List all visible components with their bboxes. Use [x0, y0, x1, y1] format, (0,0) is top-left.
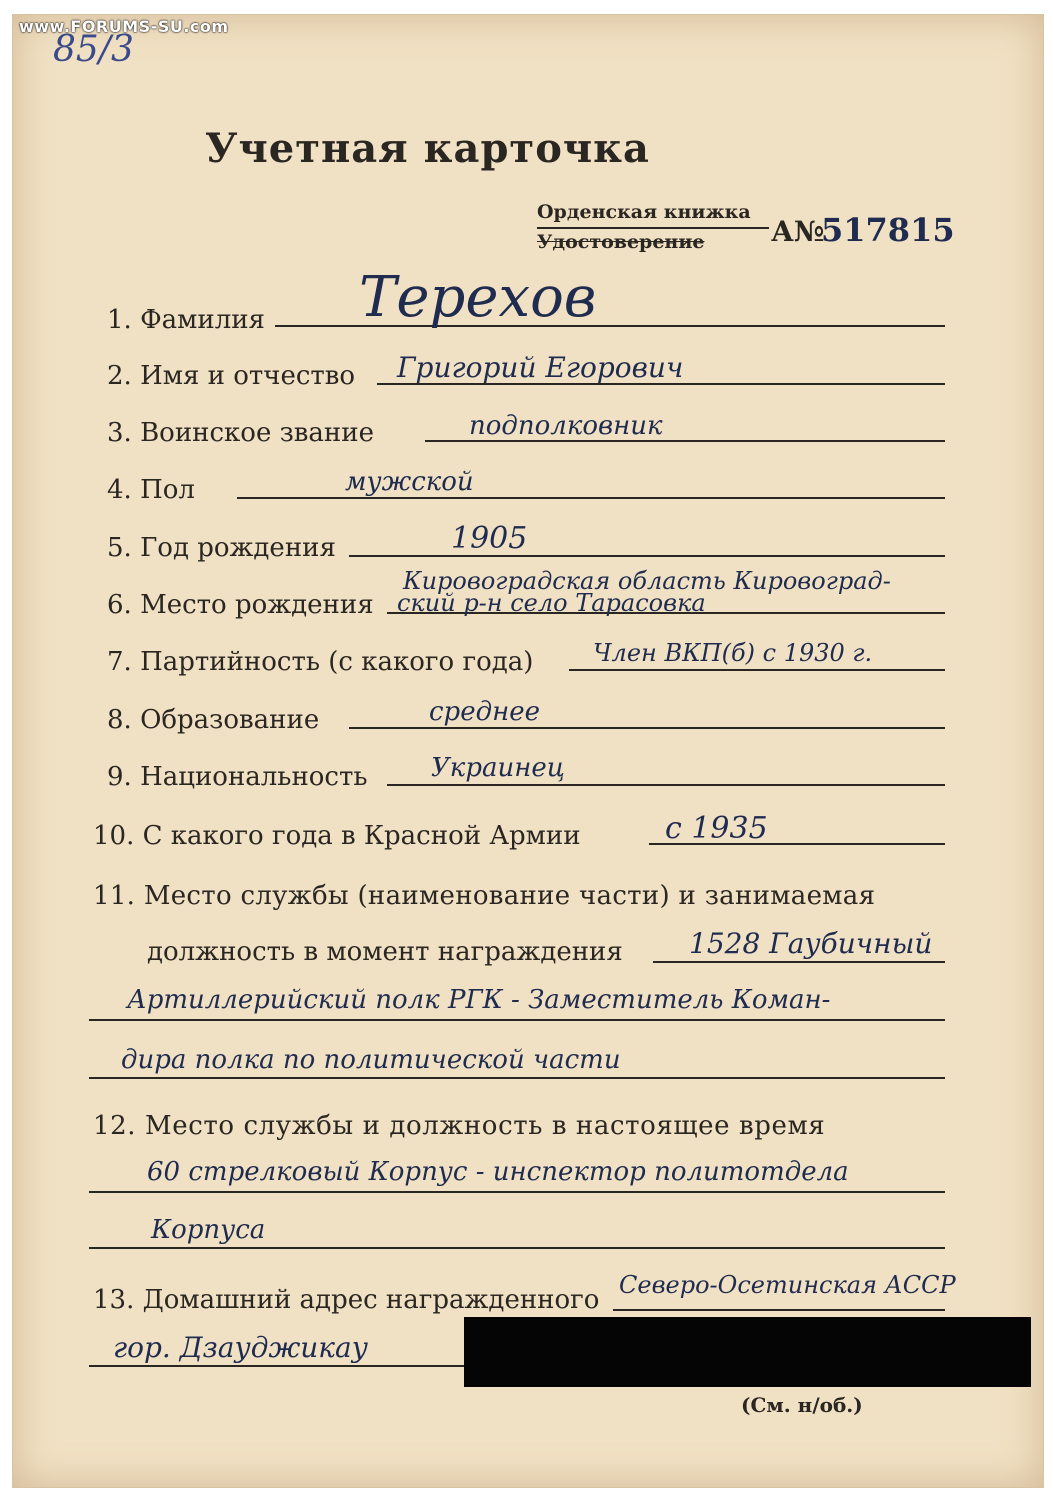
field-11-value-line3: дира полка по политической части — [121, 1045, 621, 1075]
footer-note: (См. н/об.) — [741, 1393, 863, 1417]
field-11-value-line2: Артиллерийский полк РГК - Заместитель Коман- — [127, 985, 831, 1015]
doc-type-label: Орденская книжка — [537, 201, 751, 223]
field-1-value: Терехов — [359, 265, 597, 330]
field-8-value: среднее — [429, 697, 540, 727]
field-3-value: подполковник — [469, 411, 663, 441]
field-12-line1 — [89, 1191, 945, 1193]
field-7-value: Член ВКП(б) с 1930 г. — [593, 639, 873, 667]
field-11-line1 — [653, 961, 945, 963]
field-10-value: с 1935 — [665, 811, 768, 846]
series-number-prefix: А№ — [771, 215, 825, 248]
field-4-label: 4. Пол — [107, 475, 195, 505]
redaction-block — [464, 1317, 1031, 1387]
field-7-label: 7. Партийность (с какого года) — [107, 647, 534, 677]
field-13-label: 13. Домашний адрес награжденного — [93, 1285, 600, 1315]
series-number: 517815 — [821, 211, 955, 249]
field-13-value-line2: гор. Дзауджикау — [113, 1331, 368, 1364]
doc-type-underline — [537, 227, 769, 229]
field-10-label: 10. С какого года в Красной Армии — [93, 821, 581, 851]
field-2-value: Григорий Егорович — [397, 351, 684, 384]
field-12-line2 — [89, 1247, 945, 1249]
field-1-label: 1. Фамилия — [107, 305, 265, 335]
field-8-label: 8. Образование — [107, 705, 320, 735]
field-6-label: 6. Место рождения — [107, 590, 374, 620]
field-5-line — [349, 555, 945, 557]
field-11-label-line1: 11. Место службы (наименование части) и занимаемая — [93, 881, 876, 911]
doc-type-struck-label: Удостоверение — [537, 231, 705, 253]
field-4-value: мужской — [345, 467, 474, 497]
archive-note: 85/3 — [53, 29, 134, 70]
field-4-line — [237, 497, 945, 499]
field-5-value: 1905 — [451, 521, 528, 556]
field-9-line — [387, 784, 945, 786]
field-3-label: 3. Воинское звание — [107, 418, 374, 448]
field-6-value-line1: Кировоградская область Кировоград- — [403, 567, 891, 595]
field-13-line1 — [613, 1309, 945, 1311]
field-2-label: 2. Имя и отчество — [107, 361, 356, 391]
field-12-label: 12. Место службы и должность в настоящее время — [93, 1111, 826, 1141]
field-9-value: Украинец — [431, 753, 565, 783]
watermark: www.FORUMS-SU.com — [19, 17, 229, 36]
page-title: Учетная карточка — [205, 125, 650, 172]
field-12-value-line2: Корпуса — [151, 1215, 266, 1245]
field-8-line — [349, 727, 945, 729]
field-11-value-line1: 1528 Гаубичный — [689, 927, 933, 960]
field-11-label-line2: должность в момент награждения — [147, 937, 623, 967]
record-card — [12, 14, 1044, 1488]
field-13-value-line1: Северо-Осетинская АССР — [619, 1271, 956, 1299]
field-12-value-line1: 60 стрелковый Корпус - инспектор политотдела — [147, 1157, 849, 1187]
field-6-value-line2: ский р-н село Тарасовка — [397, 589, 706, 617]
field-11-line3 — [89, 1077, 945, 1079]
field-7-line — [569, 669, 945, 671]
field-5-label: 5. Год рождения — [107, 533, 336, 563]
field-11-line2 — [89, 1019, 945, 1021]
field-9-label: 9. Национальность — [107, 762, 368, 792]
